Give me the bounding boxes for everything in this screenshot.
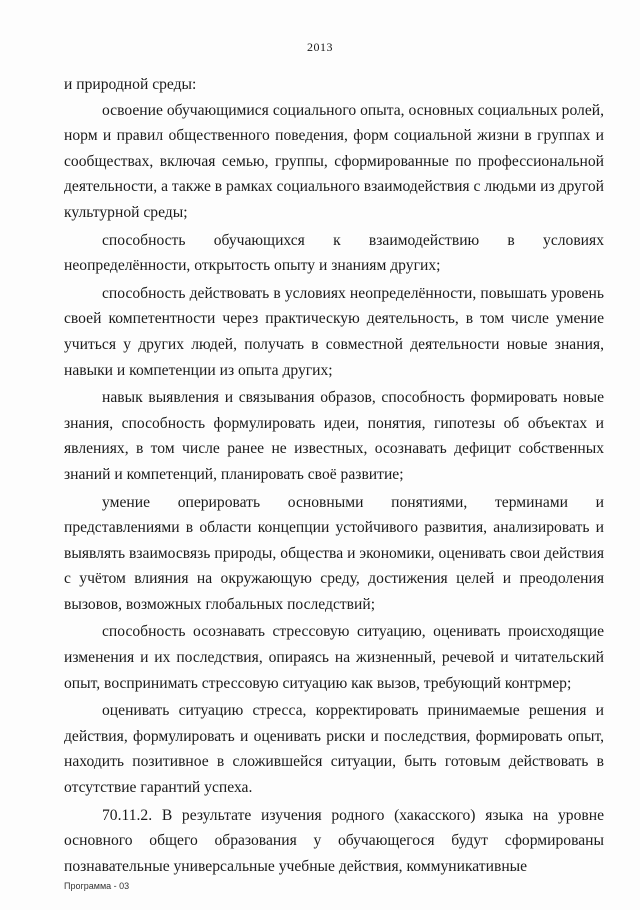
- paragraph-2: освоение обучающимися социального опыта, основных социальных ролей, норм и правил общественного поведения, форм социальной жизни в группах и сообществах, включая семью, группы, сформированные по профессиональной деятельности, а также в рамках социального взаимодействия с людьми из другой культурной среды;: [64, 101, 604, 221]
- paragraph-9: 70.11.2. В результате изучения родного (хакасского) языка на уровне основного общего образования у обучающегося будут сформированы познавательные универсальные учебные действия, коммуникативные: [64, 806, 604, 875]
- document-body: [64, 72, 604, 879]
- paragraph-6: умение оперировать основными понятиями, терминами и представлениями в области концепции устойчивого развития, анализировать и выявлять взаимосвязь природы, общества и экономики, оценивать свои действия с учётом влияния на окружающую среду, достижения целей и преодоления вызовов, возможных глобальных последствий;: [64, 493, 604, 613]
- paragraph-1: и природной среды:: [64, 76, 197, 93]
- paragraph-3: способность обучающихся к взаимодействию в условиях неопределённости, открытость опыту и знаниям других;: [64, 231, 604, 275]
- paragraph-8: оценивать ситуацию стресса, корректировать принимаемые решения и действия, формулировать и оценивать риски и последствия, формировать опыт, находить позитивное в сложившейся ситуации, быть готовым действовать в отсутствие гарантий успеха.: [64, 702, 604, 797]
- paragraph-4: способность действовать в условиях неопределённости, повышать уровень своей компетентности через практическую деятельность, в том числе умение учиться у других людей, получать в совместной деятельности новые знания, навыки и компетенции из опыта других;: [64, 284, 604, 379]
- footer-label: Программа - 03: [64, 881, 130, 891]
- paragraph-5: навык выявления и связывания образов, способность формировать новые знания, способность формулировать идеи, понятия, гипотезы об объектах и явлениях, в том числе ранее не известных, осознавать дефицит собственных знаний и компетенций, планировать своё развитие;: [64, 389, 604, 483]
- paragraph-7: способность осознавать стрессовую ситуацию, оценивать происходящие изменения и их последствия, опираясь на жизненный, речевой и читательский опыт, воспринимать стрессовую ситуацию как вызов, требующий контрмер;: [64, 623, 604, 692]
- page-number: 2013: [307, 40, 333, 54]
